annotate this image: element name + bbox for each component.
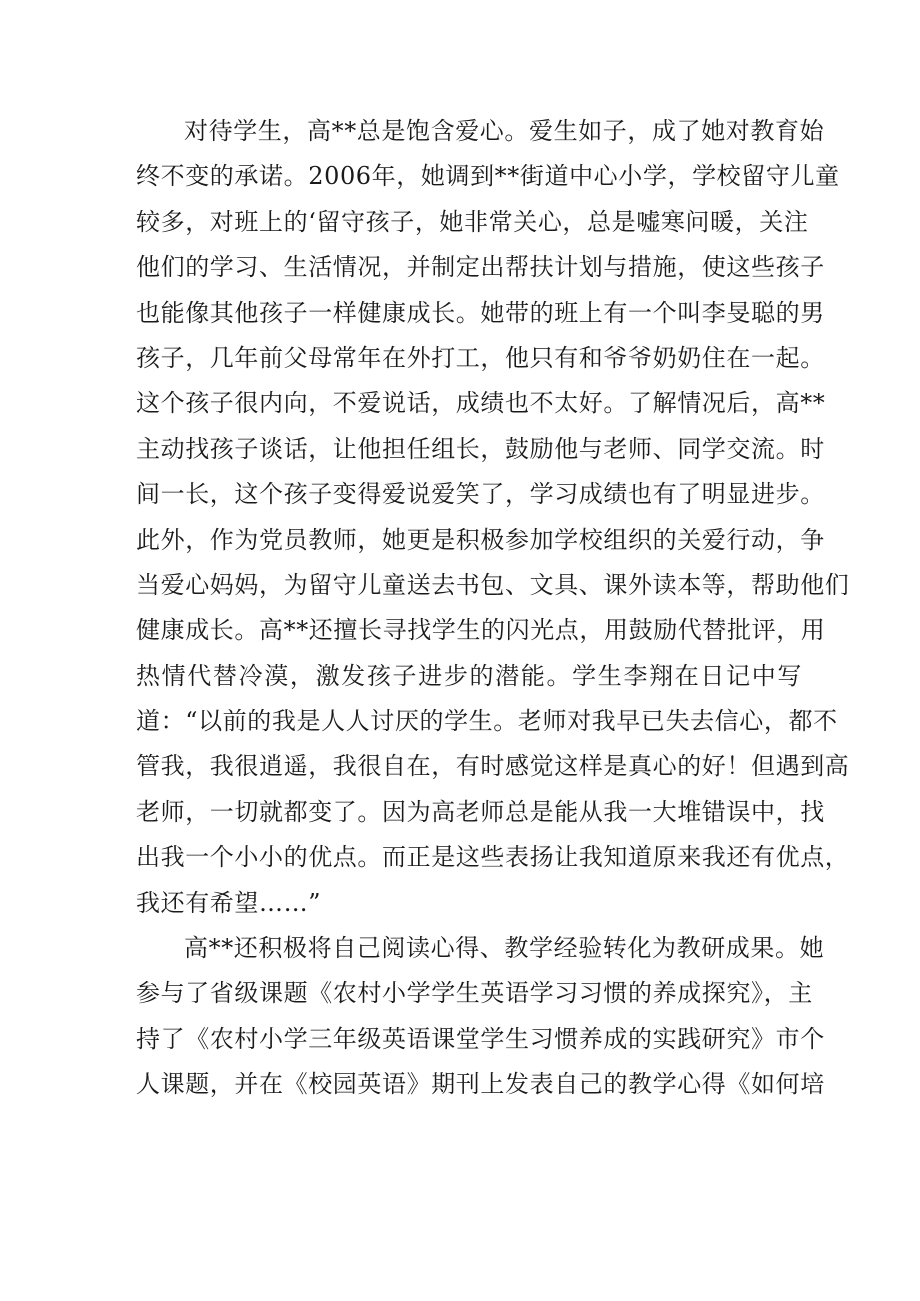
paragraph-1-line-1: 对待学生，高**总是饱含爱心。爱生如子，成了她对教育始 [184,117,825,145]
paragraph-1-line-18: 我还有希望……” [136,888,322,917]
paragraph-1-line-14: 道：“以前的我是人人讨厌的学生。老师对我早已失去信心，都不 [136,707,838,736]
paragraph-1-line-9: 间一长，这个孩子变得爱说爱笑了，学习成绩也有了明显进步。 [136,480,825,509]
paragraph-1-line-16: 老师，一切就都变了。因为高老师总是能从我一大堆错误中，找 [136,797,825,826]
paragraph-1-line-4: 他们的学习、生活情况，并制定出帮扶计划与措施，使这些孩子 [136,253,825,282]
paragraph-1-line-8: 主动找孩子谈话，让他担任组长，鼓励他与老师、同学交流。时 [136,434,825,463]
paragraph-1-line-6: 孩子，几年前父母常年在外打工，他只有和爷爷奶奶住在一起。 [136,343,825,372]
paragraph-2-line-3: 持了《农村小学三年级英语课堂学生习惯养成的实践研究》市个 [136,1024,825,1053]
paragraph-2-line-1: 高**还积极将自己阅读心得、教学经验转化为教研成果。她 [184,934,825,963]
paragraph-2-line-4: 人课题，并在《校园英语》期刊上发表自己的教学心得《如何培 [136,1070,825,1099]
paragraph-1-line-13: 热情代替冷漠，激发孩子进步的潜能。学生李翔在日记中写 [136,661,802,690]
paragraph-1-line-3: 较多，对班上的‘留守孩子，她非常关心，总是嘘寒问暖，关注 [136,207,809,236]
paragraph-1-line-17: 出我一个小小的优点。而正是这些表扬让我知道原来我还有优点， [136,843,850,872]
paragraph-2-line-2: 参与了省级课题《农村小学学生英语学习习惯的养成探究》，主 [136,979,813,1008]
paragraph-1-line-10: 此外，作为党员教师，她更是积极参加学校组织的关爱行动，争 [136,525,825,554]
document-body [136,109,850,1108]
paragraph-1-line-12: 健康成长。高**还擅长寻找学生的闪光点，用鼓励代替批评，用 [136,616,826,645]
paragraph-1-line-7: 这个孩子很内向，不爱说话，成绩也不太好。了解情况后，高** [136,389,826,418]
paragraph-1-line-2: 终不变的承诺。2006年，她调到**街道中心小学，学校留守儿童 [136,162,840,191]
paragraph-1-line-11: 当爱心妈妈，为留守儿童送去书包、文具、课外读本等，帮助他们 [136,570,850,599]
paragraph-1-line-5: 也能像其他孩子一样健康成长。她带的班上有一个叫李旻聪的男 [136,298,825,327]
paragraph-1-line-15: 管我，我很逍遥，我很自在，有时感觉这样是真心的好！但遇到高 [136,752,850,781]
